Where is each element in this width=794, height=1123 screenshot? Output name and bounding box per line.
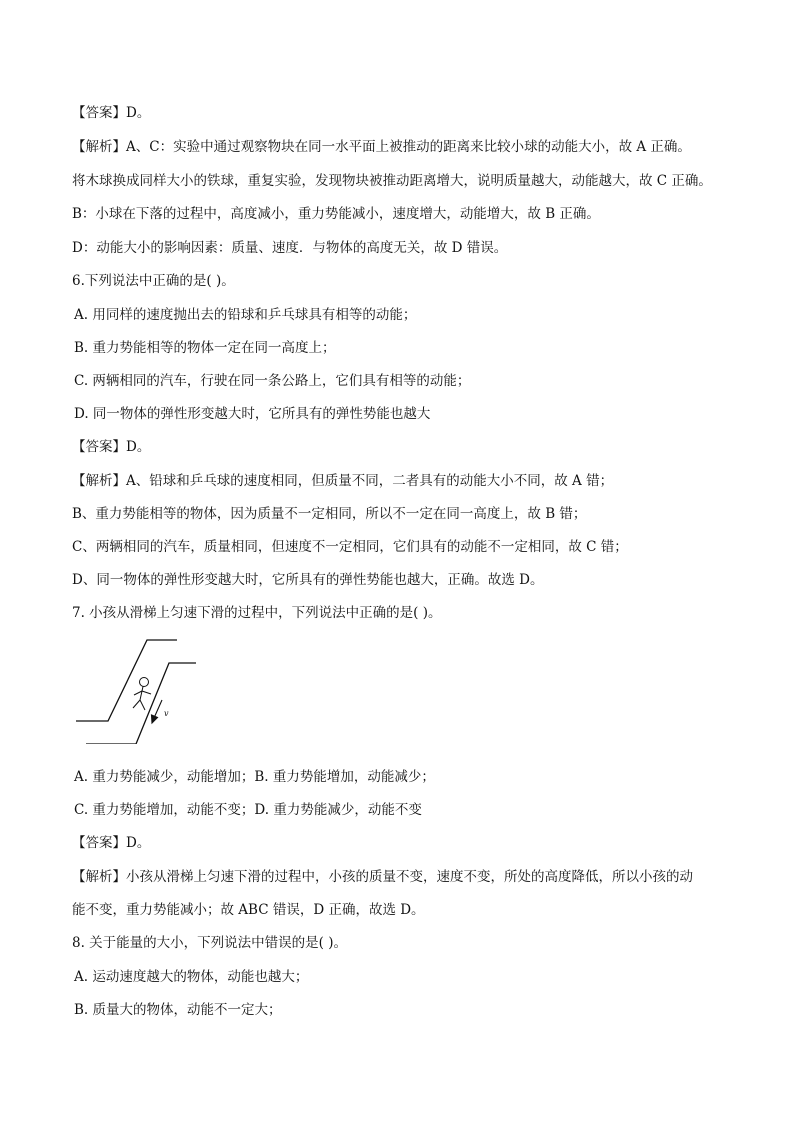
line-analysis-5a: 【解析】A、C：实验中通过观察物块在同一水平面上被推动的距离来比较小球的动能大小，故 A 正确。 <box>72 139 691 155</box>
q7-options-cd: C. 重力势能增加，动能不变；D. 重力势能减少，动能不变 <box>74 802 422 818</box>
question-8: 8. 关于能量的大小，下列说法中错误的是( )。 <box>72 935 347 951</box>
velocity-label: v <box>164 709 169 718</box>
q6-option-d: D. 同一物体的弹性形变越大时，它所具有的弹性势能也越大 <box>74 406 431 422</box>
slide-figure <box>72 634 202 744</box>
line-analysis-7b: 能不变，重力势能减小；故 ABC 错误，D 正确，故选 D。 <box>72 902 425 918</box>
line-analysis-6a: 【解析】A、铅球和乒乓球的速度相同，但质量不同，二者具有的动能大小不同，故 A 错； <box>72 473 614 489</box>
question-7: 7. 小孩从滑梯上匀速下滑的过程中，下列说法中正确的是( )。 <box>72 605 442 621</box>
q6-option-c: C. 两辆相同的汽车，行驶在同一条公路上，它们具有相等的动能； <box>74 373 471 389</box>
line-analysis-6d: D、同一物体的弹性形变越大时，它所具有的弹性势能也越大，正确。故选 D。 <box>72 572 544 588</box>
line-analysis-5c: B：小球在下落的过程中，高度减小，重力势能减小，速度增大，动能增大，故 B 正确。 <box>72 206 600 222</box>
child-figure-icon <box>133 678 151 711</box>
q8-option-b: B. 质量大的物体，动能不一定大； <box>74 1002 282 1018</box>
line-answer-7: 【答案】D。 <box>72 835 151 851</box>
question-6: 6.下列说法中正确的是( )。 <box>72 273 235 289</box>
line-analysis-5b: 将木球换成同样大小的铁球，重复实验，发现物块被推动距离增大，说明质量越大，动能越大，故 C 正确。 <box>72 173 712 189</box>
line-analysis-5d: D：动能大小的影响因素：质量、速度．与物体的高度无关，故 D 错误。 <box>72 240 508 256</box>
line-analysis-6c: C、两辆相同的汽车，质量相同，但速度不一定相同，它们具有的动能不一定相同，故 C 错； <box>72 539 628 555</box>
line-analysis-7a: 【解析】小孩从滑梯上匀速下滑的过程中，小孩的质量不变，速度不变，所处的高度降低，所以小孩的动 <box>72 869 693 885</box>
slide-lower-edge <box>86 663 196 744</box>
line-answer-5: 【答案】D。 <box>72 105 151 121</box>
q7-options-ab: A. 重力势能减少，动能增加；B. 重力势能增加，动能减少； <box>74 769 435 785</box>
q6-option-a: A. 用同样的速度抛出去的铅球和乒乓球具有相等的动能； <box>74 307 417 323</box>
q6-option-b: B. 重力势能相等的物体一定在同一高度上； <box>74 340 336 356</box>
line-analysis-6b: B、重力势能相等的物体，因为质量不一定相同，所以不一定在同一高度上，故 B 错； <box>72 506 587 522</box>
q8-option-a: A. 运动速度越大的物体，动能也越大； <box>74 969 309 985</box>
line-answer-6: 【答案】D。 <box>72 439 151 455</box>
